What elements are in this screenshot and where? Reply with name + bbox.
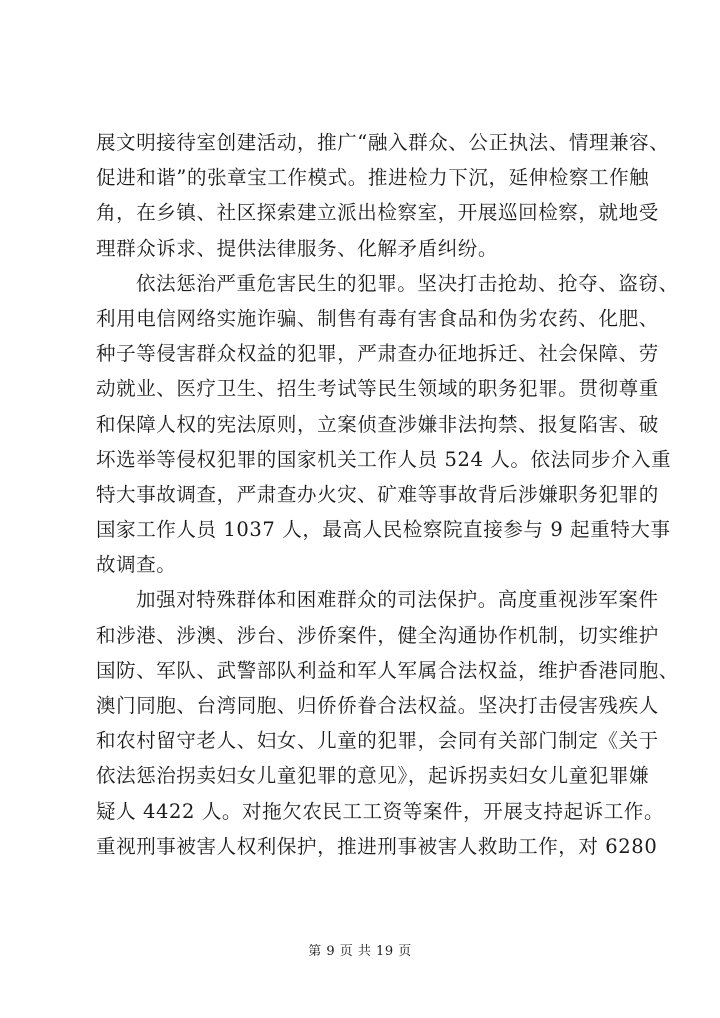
text-line: 利用电信网络实施诈骗、制售有毒有害食品和伪劣农药、化肥、 (96, 306, 659, 330)
text-line: 疑人 4422 人。对拖欠农民工工资等案件，开展支持起诉工作。 (96, 799, 665, 823)
text-line: 促进和谐”的张章宝工作模式。推进检力下沉，延伸检察工作触 (96, 166, 650, 190)
text-line: 故调查。 (96, 553, 177, 577)
text-line: 角，在乡镇、社区探索建立派出检察室，开展巡回检察，就地受 (96, 201, 659, 225)
page-number-footer: 第 9 页 共 19 页 (308, 944, 412, 959)
text-line: 特大事故调查，严肃查办火灾、矿难等事故背后涉嫌职务犯罪的 (96, 482, 659, 506)
text-line: 国家工作人员 1037 人，最高人民检察院直接参与 9 起重特大事 (96, 518, 671, 542)
text-line: 和农村留守老人、妇女、儿童的犯罪，会同有关部门制定《关于 (96, 729, 659, 753)
text-line: 国防、军队、武警部队利益和军人军属合法权益，维护香港同胞、 (96, 658, 679, 682)
paragraph-start-line: 依法惩治严重危害民生的犯罪。坚决打击抢劫、抢夺、盗窃、 (136, 271, 679, 295)
text-line: 澳门同胞、台湾同胞、归侨侨眷合法权益。坚决打击侵害残疾人 (96, 694, 659, 717)
text-line: 展文明接待室创建活动，推广“融入群众、公正执法、情理兼容、 (96, 131, 670, 154)
text-line: 依法惩治拐卖妇女儿童犯罪的意见》，起诉拐卖妇女儿童犯罪嫌 (96, 764, 650, 788)
text-line: 理群众诉求、提供法律服务、化解矛盾纠纷。 (96, 236, 499, 260)
text-line: 种子等侵害群众权益的犯罪，严肃查办征地拆迁、社会保障、劳 (96, 342, 659, 366)
document-body (96, 125, 679, 864)
text-line: 动就业、医疗卫生、招生考试等民生领域的职务犯罪。贯彻尊重 (96, 377, 659, 401)
paragraph-start-line: 加强对特殊群体和困难群众的司法保护。高度重视涉军案件 (136, 588, 659, 612)
text-line: 坏选举等侵权犯罪的国家机关工作人员 524 人。依法同步介入重 (96, 447, 672, 471)
text-line: 和涉港、涉澳、涉台、涉侨案件，健全沟通协作机制，切实维护 (96, 623, 659, 647)
text-line: 重视刑事被害人权利保护，推进刑事被害人救助工作，对 6280 (96, 834, 658, 858)
text-line: 和保障人权的宪法原则，立案侦查涉嫌非法拘禁、报复陷害、破 (96, 412, 659, 436)
